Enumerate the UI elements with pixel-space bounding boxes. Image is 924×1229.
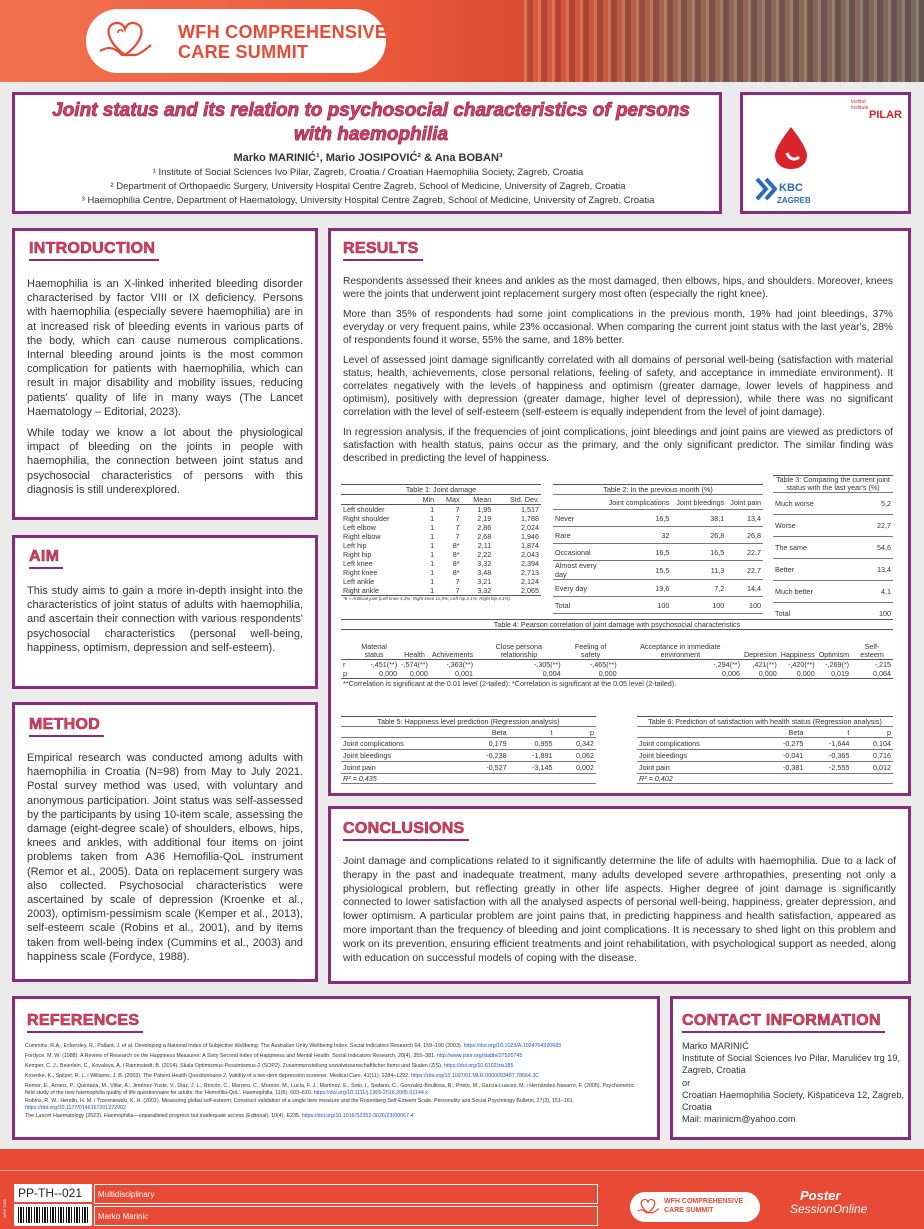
table-cell: 2,22 [477, 550, 492, 559]
table-cell: Joimt pain [341, 762, 463, 774]
affiliation-1: ¹ Institute of Social Sciences Ivo Pilar, Zagreb, Croatia / Croatian Haemophilia Society, Zagreb, Croatia [152, 167, 584, 178]
affiliation-2: ² Department of Orthopaedic Surgery, University Hospital Centre Zagreb, School of Medicine, University of Zagreb, Croatia [110, 181, 626, 192]
aim-heading: AIM [29, 548, 60, 565]
table-cell: -,215 [874, 660, 891, 669]
reference-text: Kemper, C. J., Beierlein, C., Kovaleva, A. i Rammstedt, B. (2014). Skala Optimismus-Pessimismus-2 (SOP2). Zusammenstellung sozialwissenschaftlicher Items und Skalen (ZIS). [25, 1063, 444, 1069]
table-cell: 2,394 [521, 559, 539, 568]
introduction-panel [12, 228, 318, 520]
table-header: Beta [759, 727, 805, 738]
table-header: Health [399, 630, 430, 660]
results-paragraph: Respondents assessed their knees and ankles as the most damaged, then elbows, hips, and shoulders. Moreover, knees were the joints that underwent joint replacement surgery most often (especially the right knee). [343, 276, 893, 300]
table-cell: -1,644 [805, 738, 851, 750]
table-header: Achivements [430, 630, 475, 660]
table-cell: 1 [430, 523, 435, 532]
table-header: Joint bleedings [671, 495, 726, 510]
table-cell: 2,043 [521, 550, 539, 559]
table-cell: 0,004 [542, 669, 561, 678]
partner-logos-panel [740, 92, 911, 214]
kbc-logo-icon [755, 177, 777, 205]
table-row [341, 762, 596, 774]
table-cell: Almost every day [553, 561, 603, 580]
table-cell: 1,517 [521, 505, 539, 514]
table-cell: 0,001 [455, 669, 474, 678]
reference-link[interactable]: https://doi.org/10.1016/S2352-3026(23)00067-4 [301, 1113, 414, 1119]
table-cell: 0,179 [463, 738, 509, 750]
table-row [773, 515, 893, 537]
table-cell: 1 [430, 505, 435, 514]
table-cell: 0,012 [851, 762, 893, 774]
table-cell: -0,365 [805, 750, 851, 762]
table-row [341, 559, 541, 568]
table-cell: 26,8 [726, 527, 763, 544]
table-cell: Left knee [343, 559, 373, 568]
hand-heart-icon [96, 15, 154, 67]
table-row [341, 514, 541, 523]
reference-link[interactable]: https://doi.org/10.6102/zis185 [443, 1063, 514, 1069]
table-header: Happiness [779, 630, 817, 660]
table-header: Self-esteem [851, 630, 893, 660]
affiliation-3: ³ Haemophilia Centre, Department of Haematology, University Hospital Centre Zagreb, School of Medicine, University of Zagreb, Croatia [81, 195, 655, 206]
reference-link[interactable]: https://doi.org/10.1023/A:1024704320683 [463, 1043, 562, 1049]
table-header [637, 727, 759, 738]
table-cell: 8* [452, 541, 460, 550]
reference-text: Cummins, R.A., Eckersley, R., Pallant, J. et al. Developing a National Index of Subjective Wellbeing: The Australian Unity Wellbeing Index. Social Indicators Research 64, 159–190 (2003). [25, 1043, 464, 1049]
contact-address: Croatian Haemophilia Society, Kišpatićeva 12, Zagreb, Croatia [682, 1089, 904, 1113]
table-cell: -,269(*) [825, 660, 850, 669]
table-cell: 16,5 [671, 544, 726, 561]
table-header: Feeling of safety [563, 630, 619, 660]
method-panel [12, 702, 318, 982]
table-header: Joint complications [603, 495, 671, 510]
table-cell: 1 [430, 532, 435, 541]
table-row [341, 541, 541, 550]
hand-heart-icon [636, 1195, 660, 1219]
introduction-heading: INTRODUCTION [29, 240, 156, 257]
table-joint-status-comparison [773, 475, 893, 625]
table-cell: 3,48 [477, 568, 492, 577]
table-row [773, 493, 893, 515]
table-cell: 100 [603, 597, 671, 614]
table-cell: -0,275 [759, 738, 805, 750]
table-cell: Much worse [773, 493, 857, 515]
table-cell: 38,1 [671, 510, 726, 527]
table-cell: Right knee [343, 568, 378, 577]
table-cell: 2,024 [521, 523, 539, 532]
results-panel [328, 228, 911, 796]
authors: Marko MARINIĆ¹, Mario JOSIPOVIĆ² & Ana BOBAN³ [233, 152, 503, 164]
table-cell: 0,000 [758, 669, 777, 678]
table-cell: 32 [603, 527, 671, 544]
references-heading: REFERENCES [27, 1012, 140, 1029]
table-header: Std. Dev. [493, 495, 541, 505]
table-cell: -1,891 [509, 750, 555, 762]
conclusions-heading: CONCLUSIONS [343, 820, 465, 837]
city-skyline-image [524, 0, 924, 82]
poster-session-logo: Poster [800, 1188, 841, 1203]
table-cell: -0,527 [463, 762, 509, 774]
table-cell: 13,4 [857, 559, 893, 581]
table-cell: 8* [452, 550, 460, 559]
table-cell: -,574(**) [401, 660, 428, 669]
table-pearson-correlation [341, 619, 893, 688]
table-cell: ,421(**) [752, 660, 777, 669]
table-cell: 15,5 [603, 561, 671, 580]
table-cell: Never [553, 510, 603, 527]
table-row [637, 738, 893, 750]
contact-email[interactable]: Mail: marinicm@yahoo.com [682, 1114, 796, 1125]
table-cell: 0,002 [555, 762, 596, 774]
pilar-logo: PILAR [869, 109, 902, 121]
table-caption: Table 3: Comparing the current joint status with the last year's (%) [773, 476, 893, 493]
table-caption: Table 2: In the previous month (%) [553, 485, 763, 495]
table-header [341, 727, 463, 738]
table-happiness-regression [341, 716, 596, 784]
table-cell: Total [553, 597, 603, 614]
table-cell: 7 [455, 514, 460, 523]
r-squared: R² = 0,435 [341, 774, 596, 784]
table-cell: 1 [430, 568, 435, 577]
table-cell: 7,2 [671, 580, 726, 597]
table-cell: 0,062 [555, 750, 596, 762]
footer-author: Marko Marinic [98, 1212, 149, 1221]
contact-name: Marko MARINIĆ [682, 1041, 749, 1051]
table-cell: 7 [455, 505, 460, 514]
conclusions-panel [328, 806, 911, 984]
table-cell: Joint complications [341, 738, 463, 750]
footer-divider [0, 1170, 924, 1171]
footer-logo-line1: WFH COMPREHENSIVE [664, 1198, 744, 1205]
table-cell: Joint complications [637, 738, 759, 750]
table-row [341, 532, 541, 541]
table-row [553, 580, 763, 597]
table-header [341, 495, 414, 505]
table-cell: 7 [455, 577, 460, 586]
table-header: Max [436, 495, 461, 505]
kbc-logo-city: ZAGREB [777, 196, 811, 205]
contact-or: or [682, 1077, 691, 1088]
table-row [637, 750, 893, 762]
reference-item [25, 1098, 645, 1112]
table-cell: 22,7 [726, 544, 763, 561]
reference-item [25, 1113, 645, 1120]
table-cell: -0,041 [759, 750, 805, 762]
table-note: *8 = Artificial joint (Left knee 4,3%; Right knee 11,9%; Left hip 2,1%; Right hip 4,1%) [341, 596, 541, 602]
poster-title: Joint status and its relation to psychosocial characteristics of persons with haemophilia [52, 100, 690, 145]
table-cell: 54,6 [857, 537, 893, 559]
table-cell: Right hip [343, 550, 372, 559]
summit-logo-line1: WFH COMPREHENSIVE [178, 22, 388, 42]
table-cell: p [343, 669, 347, 678]
table-cell: r [343, 660, 346, 669]
table-cell: 1 [430, 577, 435, 586]
table-caption: Table 1: Joint damage [341, 485, 541, 495]
table-cell: 1,946 [521, 532, 539, 541]
table-cell: 8* [452, 568, 460, 577]
results-paragraph: More than 35% of respondents had some joint complications in the previous month, 19% had joint bleedings, 37% everyday or very frequent pains, while 23% occasional. When comparing the current joint status with the last year's, 28% of respondents found it worse, 55% the same, and 18% better. [343, 309, 893, 346]
table-caption: Table 4: Pearson correlation of joint damage with psychosocial characteristics [341, 620, 893, 630]
table-cell: Occasional [553, 544, 603, 561]
table-header: t [509, 727, 555, 738]
table-cell: Better [773, 559, 857, 581]
table-cell: -0,238 [463, 750, 509, 762]
table-cell: -,305(**) [533, 660, 561, 669]
table-cell: -,294(**) [713, 660, 740, 669]
table-cell: -0,381 [759, 762, 805, 774]
results-paragraph: In regression analysis, if the frequencies of joint complications, joint bleedings and joint pains are viewed as predictors of satisfaction with health status, pains occur as the primary, and the only significant predictor. The similar finding was described in predicting the level of happiness. [343, 427, 893, 464]
table-cell: 11,3 [671, 561, 726, 580]
table-header: p [851, 727, 893, 738]
table-row [341, 586, 541, 596]
table-header: Mean [462, 495, 494, 505]
table-cell: 3,32 [477, 559, 492, 568]
table-cell: Right elbow [343, 532, 381, 541]
table-caption: Table 6: Prediction of satisfaction with health status (Regression analysis) [637, 717, 893, 727]
pilar-logo-top: Institut [851, 99, 866, 105]
table-cell: 19,6 [603, 580, 671, 597]
method-paragraph: Empirical research was conducted among adults with haemophilia in Croatia (N=98) from May to July 2021. Postal survey method was used, with voluntary and anonymous participation. Joint status was self-assessed by the participants by using 10-item scale, assessing the damage (eight-degree scale) of shoulders, elbows, hips, knees and ankles, with additional four items on joint problems taken from A36 Hemofilia-QoL instrument (Remor et al., 2005). Data on replacement surgery was also collected. Psychosocial characteristics were ascertained by scale of depression (Kroenke et al., 2003), optimism-pessimism scale (Kemper et al., 2013), self-esteem scale (Robins et al., 2001), and by items taken from well-being index (Cummins et al., 2003) and happiness scale (Fordyce, 1988). [27, 752, 303, 963]
table-cell: Left shoulder [343, 505, 385, 514]
table-row [341, 505, 541, 515]
table-cell: 1,95 [477, 505, 492, 514]
table-cell: 0,019 [831, 669, 850, 678]
table-cell: The same [773, 537, 857, 559]
table-row [553, 544, 763, 561]
table-row [341, 738, 596, 750]
table-cell: Joint pain [637, 762, 759, 774]
table-cell: 1 [430, 541, 435, 550]
table-cell: 2,124 [521, 577, 539, 586]
pilar-logo-mid: Institute [851, 105, 869, 111]
table-header: Close persona relationship [475, 630, 563, 660]
summit-logo-line2: CARE SUMMIT [178, 42, 309, 62]
table-cell: 1 [430, 559, 435, 568]
blood-drop-icon [769, 123, 817, 171]
table-cell: -3,145 [509, 762, 555, 774]
method-heading: METHOD [29, 716, 101, 733]
table-cell: 8* [452, 559, 460, 568]
table-row [341, 568, 541, 577]
table-cell: 13,4 [726, 510, 763, 527]
table-cell: 5,2 [857, 493, 893, 515]
table-cell: 2,713 [521, 568, 539, 577]
table-header: p [555, 727, 596, 738]
table-cell: Much better [773, 581, 857, 603]
table-header [553, 495, 603, 510]
reference-item [25, 1043, 645, 1050]
table-previous-month [553, 484, 763, 614]
reference-item [25, 1063, 645, 1070]
reference-link[interactable]: https://doi.org/10.1111/j.1365-2516.2005.01144.x [313, 1090, 428, 1096]
table-cell: Left ankle [343, 577, 375, 586]
poster-session-logo-line2: SessionOnline [790, 1202, 868, 1216]
table-cell: 100 [726, 597, 763, 614]
table-cell: 22,7 [857, 515, 893, 537]
table-cell: 0,342 [555, 738, 596, 750]
table-cell: Every day [553, 580, 603, 597]
table-cell: 0,000 [379, 669, 398, 678]
table-cell: -,465(**) [589, 660, 617, 669]
footer-author-box [94, 1206, 598, 1226]
table-cell: 16,5 [603, 544, 671, 561]
table-cell: 0,716 [851, 750, 893, 762]
introduction-paragraph: While today we know a lot about the physiological impact of bleeding on the joints in people with haemophilia, the connection between joint status and psychosocial characteristics of persons with this diagnosis is still underexplored. [27, 427, 303, 496]
footer-category-box [94, 1184, 598, 1204]
table-cell: 2,11 [477, 541, 492, 550]
reference-text: Remor, E., Arranz, P., Quintana, M., Villar, A., Jiménez-Yuste, V., Diaz, J. L., Rincón, C., Marrero, C., Moreno, M., Lucía, F. J., Martínez, E., Soto, I., Sedano, C., Gonzalez-Boullosa, R., Prieto, M., García-Luaces, M. i Hernández-Navarro, F. (2005). Psychometric field study of the new haemophilia quality of life questionnaire for adults: the 'Hemofilia-QoL'. Haemophilia, 11(6), 603–610. [25, 1083, 635, 1096]
table-header: Depresion [742, 630, 779, 660]
table-cell: 26,8 [671, 527, 726, 544]
table-row [341, 523, 541, 532]
table-cell: Worse [773, 515, 857, 537]
table-row [637, 762, 893, 774]
table-cell: 2,19 [477, 514, 492, 523]
table-cell: 1 [430, 514, 435, 523]
reference-text: The Lancet Haematology (2023). Haemophilia—unparalleled progress but inadequate access (Editorial), 10(4), E235. [25, 1113, 302, 1119]
table-joint-damage [341, 484, 541, 601]
table-note: **Correlation is significant at the 0.01 level (2-tailed); *Correlation is significant at the 0.05 level (2-tailed). [341, 679, 893, 689]
table-cell: 0,006 [721, 669, 740, 678]
table-header: Material status [349, 630, 399, 660]
table-row [553, 527, 763, 544]
table-health-satisfaction-regression [637, 716, 893, 784]
contact-address: Institute of Social Sciences Ivo Pilar, Marulićev trg 19, Zagreb, Croatia [682, 1053, 901, 1076]
table-cell: -,363(**) [446, 660, 474, 669]
table-cell: 22,7 [726, 561, 763, 580]
table-row [341, 660, 893, 670]
table-cell: 100 [671, 597, 726, 614]
footer-side-code: WFH 2025 [2, 1198, 7, 1218]
table-cell: 1,788 [521, 514, 539, 523]
table-row [773, 581, 893, 603]
table-header: Acceptance in immediate environment [619, 630, 742, 660]
table-cell: Rare [553, 527, 603, 544]
table-row [341, 550, 541, 559]
contact-panel [670, 996, 911, 1140]
table-cell: 4,1 [857, 581, 893, 603]
reference-item [25, 1053, 645, 1060]
table-cell: 0,955 [509, 738, 555, 750]
reference-item [25, 1073, 645, 1080]
conclusions-paragraph: Joint damage and complications related to it significantly determine the life of adults with haemophilia. Due to a lack of therapy in the past and inadequate treatment, many adults developed severe arthropathies, presenting not only a physiological problem, but reflecting greatly in other life aspects. Higher degree of joint damage is significantly connected to lower satisfaction with all the analysed aspects of personal well-being, happiness, greater depression, and lower optimism. A particular problem are joint pains that, in predicting happiness and health satisfaction, appeared as more important than the frequency of bleeding and joint complications. It is necessary to shed light on this problem and work on its prevention, ensuring efficient treatments and joint rehabilitation, with psychological support as needed, along with education on successful models of coping with the disease. [343, 856, 896, 964]
table-row [553, 597, 763, 614]
reference-link[interactable]: http://www.jstor.org/stable/27520745 [436, 1053, 523, 1059]
reference-item [25, 1083, 645, 1097]
table-cell: 7 [455, 532, 460, 541]
poster-code: PP-TH--021 [14, 1184, 92, 1202]
table-cell: 1 [430, 586, 435, 595]
table-cell: 3,32 [477, 586, 492, 595]
table-cell: 7 [455, 586, 460, 595]
table-cell: Left elbow [343, 523, 376, 532]
results-heading: RESULTS [343, 240, 419, 257]
footer-category: Multidisciplinary [98, 1190, 155, 1199]
table-header: Beta [463, 727, 509, 738]
table-cell: 1,874 [521, 541, 539, 550]
table-cell: Right ankle [343, 586, 379, 595]
table-row [773, 537, 893, 559]
table-cell: Joint bleedings [341, 750, 463, 762]
references-panel [12, 996, 660, 1140]
table-header: t [805, 727, 851, 738]
table-cell: 0,064 [873, 669, 891, 678]
table-cell: 7 [455, 523, 460, 532]
table-cell: 2,86 [477, 523, 492, 532]
table-cell: Right shoulder [343, 514, 390, 523]
reference-text: Fordyce, M. W. (1988). A Review of Research on the Happiness Measures: A Sixty Second Index of Happiness and Mental Health. Social Indicators Research, 20(4), 355–381. [25, 1053, 437, 1059]
table-cell: 100 [857, 603, 893, 625]
table-cell: 3,21 [477, 577, 492, 586]
barcode [14, 1204, 92, 1226]
table-header: Optimism [817, 630, 851, 660]
table-row [553, 561, 763, 580]
table-row [341, 669, 893, 679]
table-cell: -,420(**) [787, 660, 815, 669]
table-cell: 1 [430, 550, 435, 559]
title-panel [12, 92, 722, 214]
r-squared: R² = 0,402 [637, 774, 893, 784]
table-header: Min [414, 495, 437, 505]
table-cell: 2,68 [477, 532, 492, 541]
reference-text: Kroenke, K., Spitzer, R. L. i Williams, J. B. (2003). The Patient Health Questionnaire-2: Validity of a two-item depression screener. Medical Care, 41(11), 1284–1292. [25, 1073, 411, 1079]
introduction-paragraph: Haemophilia is an X-linked inherited bleeding disorder characterised by factor VIII or IX deficiency. Persons with haemophilia (especially severe haemophilia) are in at increased risk of bleeding events in various parts of the body, which can cause numerous complications. Internal bleeding around joints is the most common complication for patients with haemophilia, which can result in major disability and mobility issues, reducing patients' quality of life in many ways (The Lancet Haematology – Editorial, 2023). [27, 278, 303, 418]
table-cell: 16,5 [603, 510, 671, 527]
table-header [341, 630, 349, 660]
table-cell: Left hip [343, 541, 367, 550]
footer-logo-line2: CARE SUMMIT [664, 1207, 714, 1214]
table-cell: Joint bleedings [637, 750, 759, 762]
table-row [341, 577, 541, 586]
aim-panel [12, 535, 318, 689]
table-cell: 0,104 [851, 738, 893, 750]
results-paragraph: Level of assessed joint damage significantly correlated with all domains of personal well-being (satisfaction with material status, health, achievements, close personal relations, feeling of safety, and acceptance in immediate environment). It correlates negatively with the levels of happiness and optimism (greater damage, lower levels of happiness and optimism), positively with depression (greater damage, higher level of depression), while there was no significant correlation with the level of self-esteem (self-esteem is equally independent from the level of joint damage). [343, 355, 893, 418]
table-cell: 0,000 [598, 669, 617, 678]
reference-link[interactable]: https://doi.org/10.1177/0146167201272002 [25, 1105, 126, 1111]
table-row [553, 510, 763, 527]
table-cell: -,451(**) [370, 660, 398, 669]
reference-text: Robins, R. W., Hendin, H. M. i Trzesniewski, K. H. (2001). Measuring global self-esteem: Construct validation of a single item measure and the Rosenberg Self-Esteem Scale. Personality and Social Psychology Bulletin, 27(2), 151–161. [25, 1098, 575, 1104]
table-cell: 0,000 [796, 669, 815, 678]
table-cell: 0,000 [409, 669, 428, 678]
table-cell: Total [773, 603, 857, 625]
table-caption: Table 5: Happiness level prediction (Regression analysis) [341, 717, 596, 727]
table-cell: 14,4 [726, 580, 763, 597]
kbc-logo-text: KBC [779, 182, 803, 194]
table-row [773, 559, 893, 581]
table-row [341, 750, 596, 762]
reference-link[interactable]: https://doi.org/10.1097/01.MLR.0000093487.78664.3C [410, 1073, 540, 1079]
contact-heading: CONTACT INFORMATION [682, 1012, 881, 1029]
table-cell: 2,065 [521, 586, 539, 595]
table-cell: -2,555 [805, 762, 851, 774]
table-header: Joint pain [726, 495, 763, 510]
aim-paragraph: This study aims to gain a more in-depth insight into the characteristics of joint status of adults with haemophilia, and ascertain their connection with various respondents' psychosocial characteristics (personal well-being, happiness, optimism, depression and self-esteem). [27, 585, 303, 654]
